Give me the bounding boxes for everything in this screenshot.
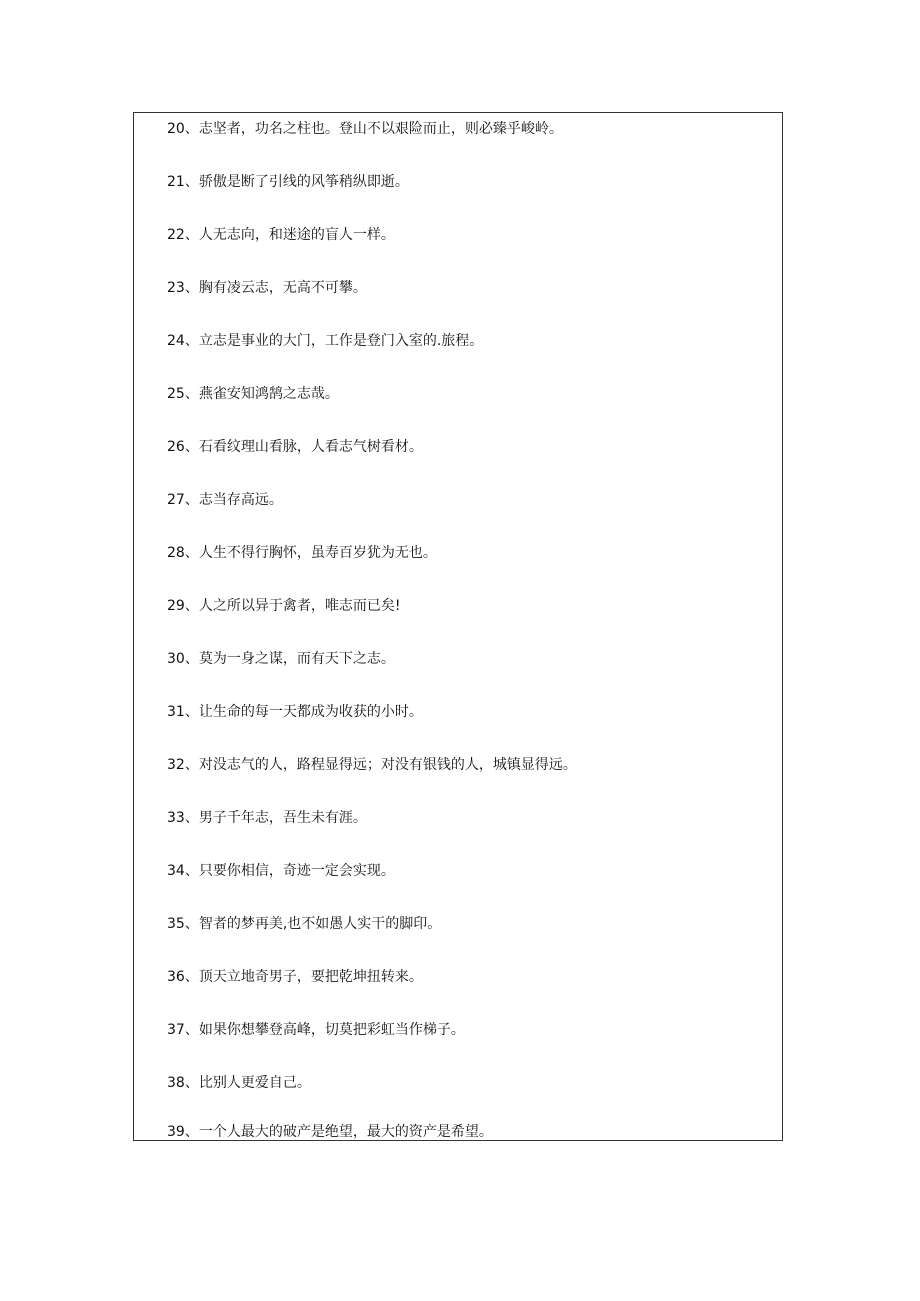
quote-item: 35、智者的梦再美,也不如愚人实干的脚印。	[167, 916, 442, 932]
quote-item: 39、一个人最大的破产是绝望，最大的资产是希望。	[167, 1124, 493, 1140]
document-frame	[133, 112, 783, 1141]
quote-item: 24、立志是事业的大门，工作是登门入室的.旅程。	[167, 333, 484, 349]
quote-item: 30、莫为一身之谋，而有天下之志。	[167, 651, 395, 667]
quote-item: 23、胸有凌云志，无高不可攀。	[167, 280, 367, 296]
quote-item: 33、男子千年志，吾生未有涯。	[167, 810, 367, 826]
quote-item: 27、志当存高远。	[167, 492, 283, 508]
quote-item: 36、顶天立地奇男子，要把乾坤扭转来。	[167, 969, 423, 985]
quote-item: 38、比别人更爱自己。	[167, 1075, 311, 1091]
quote-item: 20、志坚者，功名之柱也。登山不以艰险而止，则必臻乎峻岭。	[167, 121, 563, 137]
quote-item: 26、石看纹理山看脉，人看志气树看材。	[167, 439, 423, 455]
quote-item: 32、对没志气的人，路程显得远；对没有银钱的人，城镇显得远。	[167, 757, 577, 773]
quote-item: 29、人之所以异于禽者，唯志而已矣!	[167, 598, 401, 614]
quote-item: 28、人生不得行胸怀，虽寿百岁犹为无也。	[167, 545, 437, 561]
quote-item: 31、让生命的每一天都成为收获的小时。	[167, 704, 423, 720]
quote-item: 37、如果你想攀登高峰，切莫把彩虹当作梯子。	[167, 1022, 465, 1038]
quote-item: 25、燕雀安知鸿鹄之志哉。	[167, 386, 339, 402]
quote-item: 21、骄傲是断了引线的风筝稍纵即逝。	[167, 174, 409, 190]
quote-item: 22、人无志向，和迷途的盲人一样。	[167, 227, 395, 243]
quote-item: 34、只要你相信，奇迹一定会实现。	[167, 863, 395, 879]
